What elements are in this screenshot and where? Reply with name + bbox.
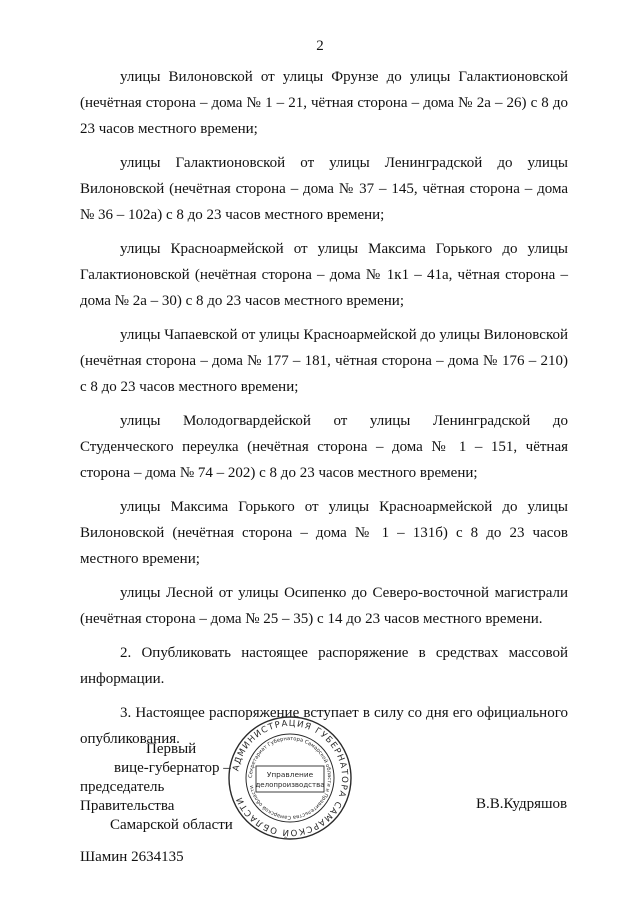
signatory-title-line: председатель Правительства [80,779,175,814]
paragraph: улицы Вилоновской от улицы Фрунзе до улицы Галактионовской (нечётная сторона – дома № 1 – 21, чётная сторона – дома № 2а – 26) с 8 до 23 часов местного времени; [80,69,568,137]
signatory-title-line: вице-губернатор – [114,760,231,776]
signatory-title-line: Самарской области [110,817,233,833]
document-body [80,64,568,760]
paragraph: улицы Галактионовской от улицы Ленинградской до улицы Вилоновской (нечётная сторона – дома № 37 – 145, чётная сторона – дома № 36 – 102а) с 8 до 23 часов местного времени; [80,155,568,223]
paragraph: 2. Опубликовать настоящее распоряжение в средствах массовой информации. [80,645,568,687]
official-stamp [226,714,354,842]
page-number: 2 [316,38,324,54]
executor-info: Шамин 2634135 [80,849,184,865]
stamp-outer-text: АДМИНИСТРАЦИЯ ГУБЕРНАТОРА САМАРСКОЙ ОБЛАСТИ [231,718,350,838]
paragraph: улицы Чапаевской от улицы Красноармейской до улицы Вилоновской (нечётная сторона – дома № 177 – 181, чётная сторона – дома № 176 – 210) с 8 до 23 часов местного времени; [80,327,568,395]
paragraph: улицы Лесной от улицы Осипенко до Северо-восточной магистрали (нечётная сторона – дома № 25 – 35) с 14 до 23 часов местного времени. [80,585,568,627]
stamp-inner-text: Секретариат Губернатора Самарской области и Правительства Самарской области [247,735,333,821]
paragraph: улицы Молодогвардейской от улицы Ленинградской до Студенческого переулка (нечётная сторона – дома № 1 – 151, чётная сторона – дома № 74 – 202) с 8 до 23 часов местного времени; [80,413,568,481]
paragraph: 3. Настоящее распоряжение вступает в силу со дня его официального опубликования. [80,705,568,747]
signatory-name: В.В.Кудряшов [476,796,568,812]
stamp-center-line1: Управление [266,770,314,779]
stamp-center-line2: делопроизводства [255,781,325,789]
paragraph: улицы Максима Горького от улицы Красноармейской до улицы Вилоновской (нечётная сторона – дома № 1 – 131б) с 8 до 23 часов местного времени; [80,499,568,567]
paragraph: улицы Красноармейской от улицы Максима Горького до улицы Галактионовской (нечётная сторона – дома № 1к1 – 41а, чётная сторона – дома № 2а – 30) с 8 до 23 часов местного времени; [80,241,568,309]
signatory-title-line: Первый [146,741,197,757]
